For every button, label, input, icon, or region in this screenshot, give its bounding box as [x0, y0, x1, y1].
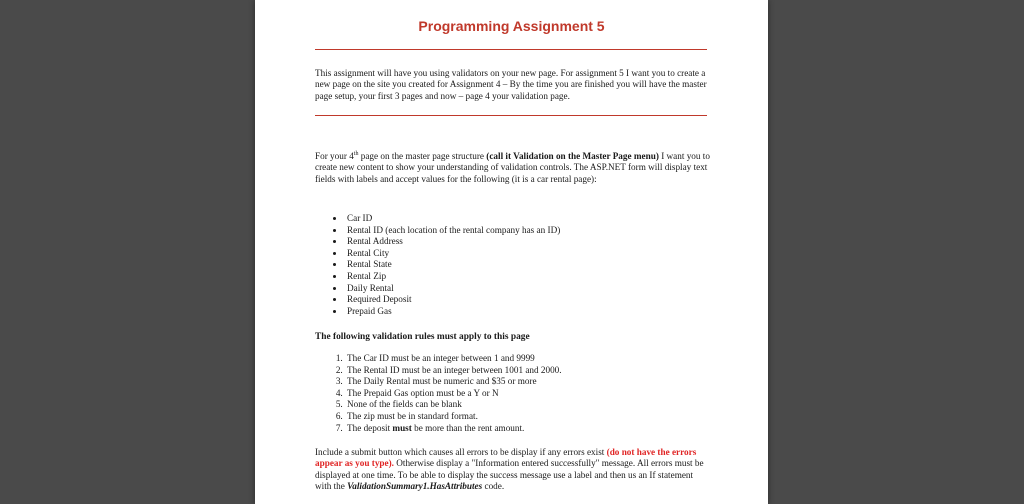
rule-text-end: be more than the rent amount.: [411, 422, 525, 433]
instructions-paragraph: [315, 149, 710, 185]
list-item: • Rental City: [345, 248, 735, 260]
page-title: Programming Assignment 5: [418, 18, 605, 34]
submission-text-2: Otherwise display a "Information entered successfully" message. All errors must be displayed at one time. To be able to display the success message use a label and then us an If statement with the: [315, 458, 704, 492]
rule-text: The zip must be in standard format.: [347, 410, 478, 421]
ordinal-suffix: th: [353, 151, 359, 157]
rule-text: The Rental ID must be an integer between 1001 and 2000.: [347, 364, 562, 375]
list-item: • Car ID: [345, 213, 735, 225]
rule-text: None of the fields can be blank: [347, 399, 462, 410]
instructions-bold: (call it Validation on the Master Page menu): [486, 151, 659, 162]
divider-middle: [315, 115, 707, 116]
list-item: • Prepaid Gas: [345, 306, 735, 318]
submission-paragraph: [315, 447, 710, 493]
rule-emphasis: must: [392, 422, 412, 433]
rule-text: The Daily Rental must be numeric and $35 or more: [347, 376, 537, 387]
list-item: • Rental State: [345, 259, 735, 271]
instructions-text-1: For your 4: [315, 151, 354, 162]
intro-paragraph: This assignment will have you using validators on your new page. For assignment 5 I want you to create a new page on the site you created for Assignment 4 – By the time you are finished you will have the master page setup, your first 3 pages and now – page 4 your validation page.: [315, 68, 707, 101]
instructions-text-2: page on the master page structure: [358, 151, 487, 162]
rule-text: The deposit: [347, 422, 393, 433]
document-page: [255, 0, 768, 504]
submission-text-3: code.: [482, 481, 505, 492]
list-item: • Rental ID (each location of the rental company has an ID): [345, 225, 735, 237]
instructions-text-3: I want you to create new content to show your understanding of validation controls. The ASP.NET form will display text fields with labels and accept values for the following (it is a car rental page):: [315, 151, 710, 184]
list-item: • Rental Address: [345, 236, 735, 248]
submission-text-1: Include a submit button which causes all errors to be display if any errors exist: [315, 447, 607, 457]
divider-top: [315, 49, 707, 50]
list-item: • Rental Zip: [345, 271, 735, 283]
rule-text: The Prepaid Gas option must be a Y or N: [347, 387, 499, 398]
list-item: • Daily Rental: [345, 283, 735, 295]
field-list: [315, 213, 735, 317]
rule-text: The Car ID must be an integer between 1 and 9999: [347, 353, 535, 363]
list-item: [345, 399, 735, 411]
warning-text: (do not have the errors appear as you type).: [315, 447, 697, 469]
list-item: [345, 376, 735, 388]
list-item: [345, 388, 735, 400]
list-item: [345, 353, 735, 365]
list-item: [345, 365, 735, 377]
list-item: [345, 411, 735, 423]
rules-heading: The following validation rules must apply to this page: [315, 332, 530, 342]
list-item: [345, 423, 735, 435]
rules-list: [315, 353, 735, 434]
list-item: • Required Deposit: [345, 294, 735, 306]
code-reference: ValidationSummary1.HasAttributes: [347, 481, 483, 492]
